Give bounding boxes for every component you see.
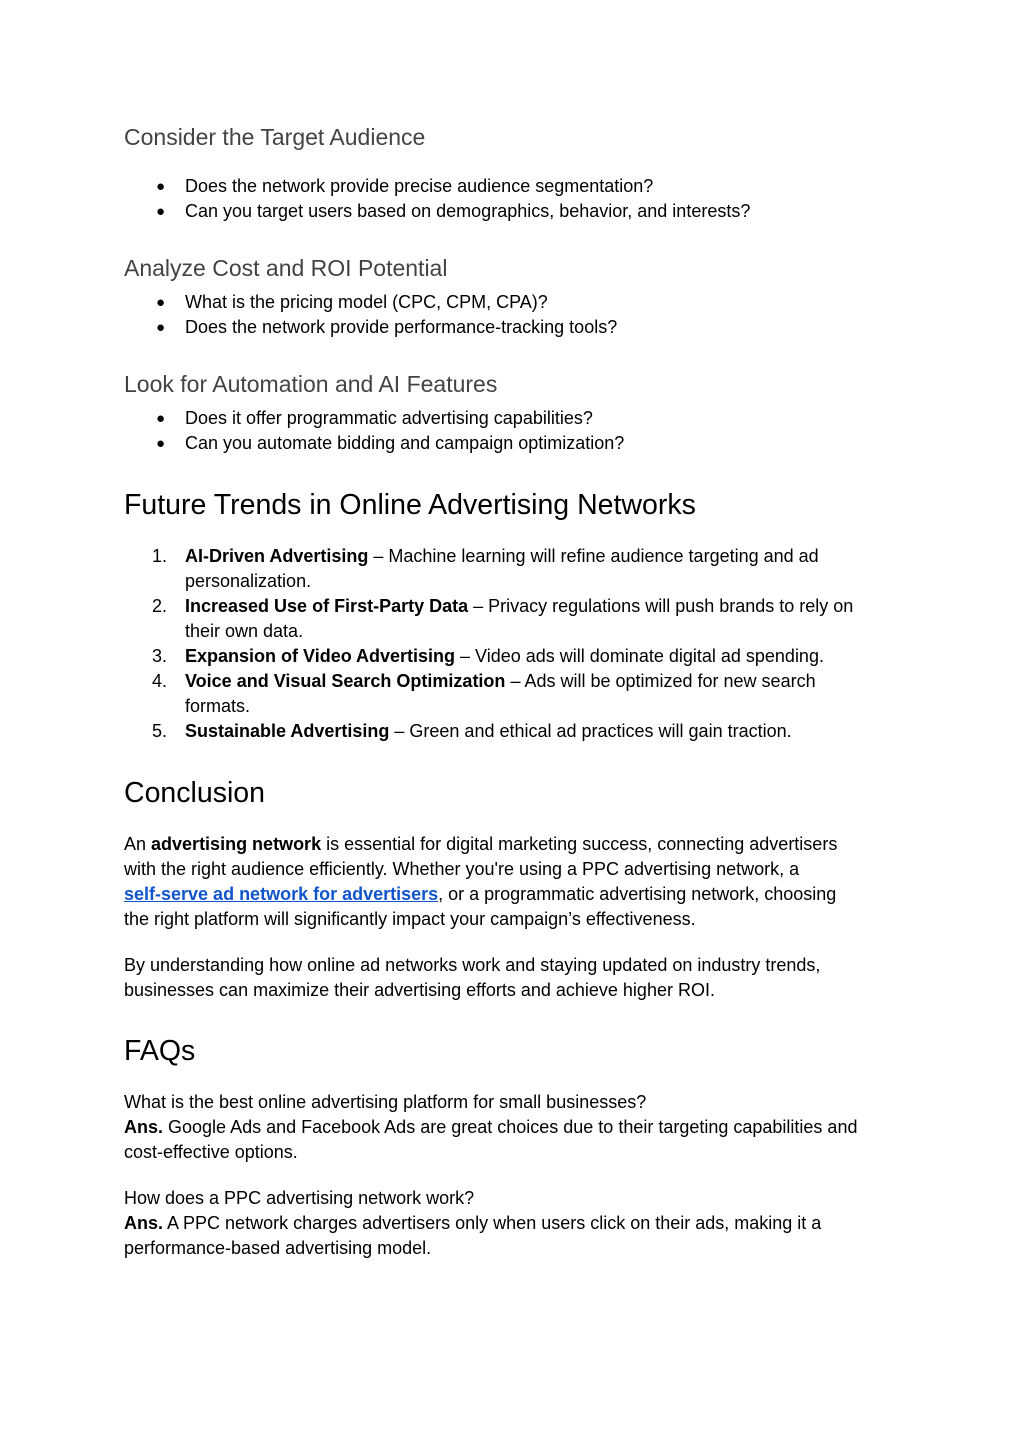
trend-title: Expansion of Video Advertising	[185, 646, 456, 666]
text: , or a programmatic advertising network, choosing	[438, 884, 837, 904]
faq-answer-continuation: cost-effective options.	[124, 1142, 298, 1162]
answer-label: Ans.	[124, 1117, 164, 1137]
heading-faqs: FAQs	[124, 1035, 196, 1067]
bullet-icon: ●	[156, 410, 166, 427]
list-item: Does the network provide performance-tracking tools?	[185, 317, 618, 337]
list-item: Can you automate bidding and campaign optimization?	[185, 433, 625, 453]
paragraph-line: businesses can maximize their advertising efforts and achieve higher ROI.	[124, 980, 715, 1000]
list-item	[185, 594, 853, 619]
paragraph-line: the right platform will significantly impact your campaign’s effectiveness.	[124, 909, 696, 929]
list-item	[185, 644, 824, 669]
trend-title: Voice and Visual Search Optimization	[185, 671, 506, 691]
bullet-icon: ●	[156, 178, 166, 195]
faq-question: What is the best online advertising platform for small businesses?	[124, 1092, 647, 1112]
paragraph-line: with the right audience efficiently. Whether you're using a PPC advertising network, a	[124, 859, 800, 879]
trend-text: – Machine learning will refine audience targeting and ad	[368, 546, 819, 566]
trend-title: Increased Use of First-Party Data	[185, 596, 469, 616]
list-item: Can you target users based on demographics, behavior, and interests?	[185, 201, 751, 221]
trend-text: – Privacy regulations will push brands to rely on	[468, 596, 854, 616]
bullet-icon: ●	[156, 319, 166, 336]
heading-target-audience: Consider the Target Audience	[124, 124, 426, 150]
heading-automation-ai: Look for Automation and AI Features	[124, 371, 498, 397]
text: A PPC network charges advertisers only when users click on their ads, making it a	[163, 1213, 822, 1233]
list-item	[185, 544, 819, 569]
bullet-icon: ●	[156, 294, 166, 311]
list-item	[185, 719, 792, 744]
bullet-icon: ●	[156, 203, 166, 220]
heading-cost-roi: Analyze Cost and ROI Potential	[124, 255, 448, 281]
bullet-icon: ●	[156, 435, 166, 452]
trend-text: – Ads will be optimized for new search	[505, 671, 816, 691]
list-item: What is the pricing model (CPC, CPM, CPA)?	[185, 292, 548, 312]
faq-answer	[124, 1115, 857, 1140]
list-item-continuation: their own data.	[185, 621, 304, 641]
trend-title: AI-Driven Advertising	[185, 546, 369, 566]
self-serve-ad-network-link[interactable]: self-serve ad network for advertisers	[124, 884, 439, 904]
list-number: 3.	[152, 646, 168, 666]
paragraph-line: By understanding how online ad networks work and staying updated on industry trends,	[124, 955, 821, 975]
list-number: 5.	[152, 721, 168, 741]
list-number: 4.	[152, 671, 168, 691]
trend-text: – Video ads will dominate digital ad spending.	[455, 646, 824, 666]
paragraph-line	[124, 832, 837, 857]
bold-term: advertising network	[151, 834, 322, 854]
heading-conclusion: Conclusion	[124, 777, 265, 809]
text: is essential for digital marketing success, connecting advertisers	[321, 834, 838, 854]
faq-question: How does a PPC advertising network work?	[124, 1188, 475, 1208]
list-number: 1.	[152, 546, 168, 566]
list-number: 2.	[152, 596, 168, 616]
list-item: Does the network provide precise audience segmentation?	[185, 176, 654, 196]
list-item-continuation: formats.	[185, 696, 251, 716]
list-item: Does it offer programmatic advertising capabilities?	[185, 408, 593, 428]
answer-label: Ans.	[124, 1213, 164, 1233]
trend-title: Sustainable Advertising	[185, 721, 390, 741]
heading-future-trends: Future Trends in Online Advertising Networks	[124, 489, 696, 521]
text: An	[124, 834, 152, 854]
trend-text: – Green and ethical ad practices will gain traction.	[389, 721, 792, 741]
faq-answer-continuation: performance-based advertising model.	[124, 1238, 432, 1258]
list-item-continuation: personalization.	[185, 571, 312, 591]
list-item	[185, 669, 816, 694]
faq-answer	[124, 1211, 821, 1236]
text: Google Ads and Facebook Ads are great choices due to their targeting capabilities and	[163, 1117, 858, 1137]
paragraph-line	[124, 882, 836, 907]
